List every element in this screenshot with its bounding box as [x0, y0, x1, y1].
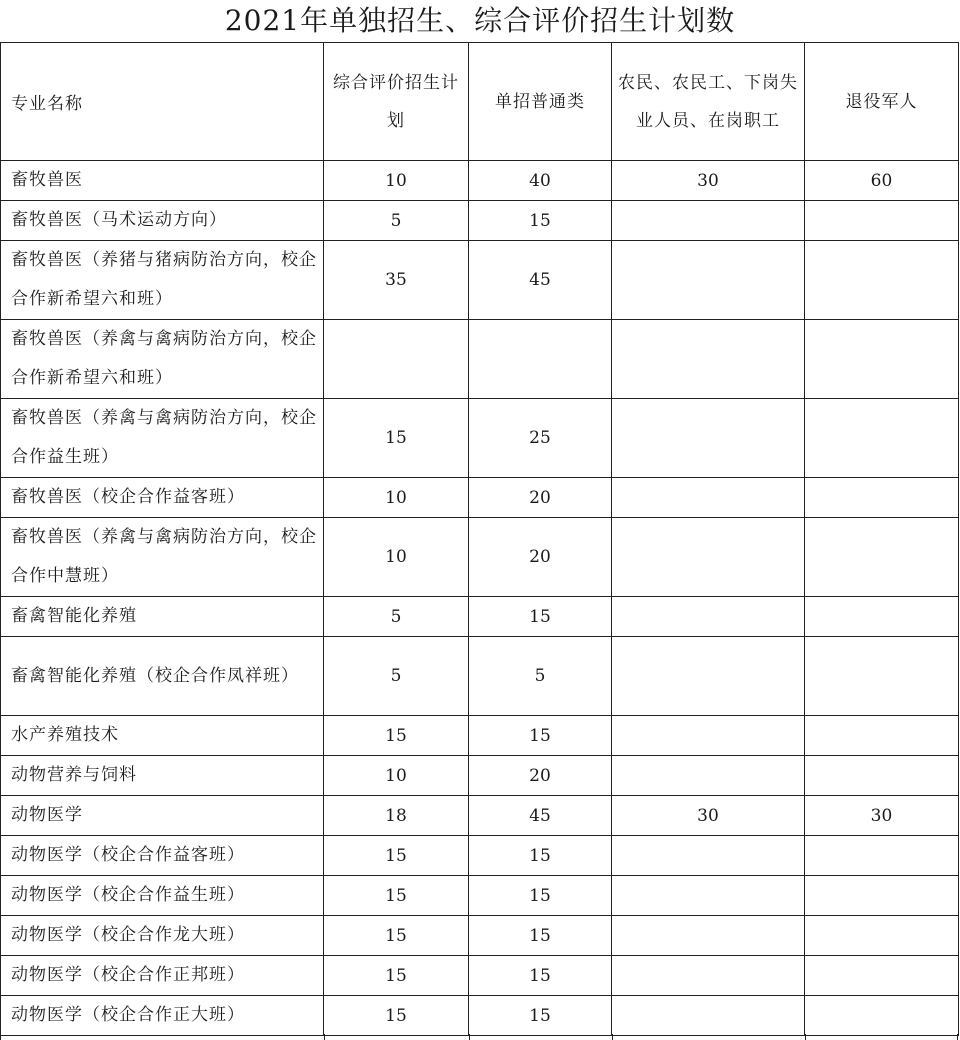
- major-name-cell: 动物医学: [1, 796, 324, 836]
- major-name-cell: 畜牧兽医（校企合作益客班）: [1, 478, 324, 518]
- comprehensive-cell: 18: [324, 796, 469, 836]
- table-row: [1, 996, 959, 1036]
- veterans-cell: [805, 637, 959, 716]
- single-cell: 15: [469, 597, 612, 637]
- page-title: 2021年单独招生、综合评价招生计划数: [224, 4, 736, 37]
- major-name-cell: 动物医学（校企合作龙大班）: [1, 916, 324, 956]
- single-cell: 20: [469, 518, 612, 597]
- major-name-cell: 畜禽智能化养殖（校企合作凤祥班）: [1, 637, 324, 716]
- header-row: [1, 43, 959, 161]
- table-row: [1, 478, 959, 518]
- major-name-cell: 畜禽智能化养殖: [1, 597, 324, 637]
- single-cell: [469, 320, 612, 399]
- table-row: [1, 796, 959, 836]
- veterans-cell: [805, 518, 959, 597]
- column-divider: [805, 1034, 806, 1040]
- single-cell: 15: [469, 996, 612, 1036]
- comprehensive-cell: 15: [324, 399, 469, 478]
- veterans-cell: [805, 241, 959, 320]
- table-row: [1, 201, 959, 241]
- comprehensive-cell: 15: [324, 996, 469, 1036]
- comprehensive-cell: 15: [324, 956, 469, 996]
- single-cell: 25: [469, 399, 612, 478]
- major-name-cell: 畜牧兽医（马术运动方向）: [1, 201, 324, 241]
- comprehensive-cell: 10: [324, 518, 469, 597]
- farmers-cell: [612, 597, 805, 637]
- farmers-cell: [612, 478, 805, 518]
- comprehensive-cell: 15: [324, 876, 469, 916]
- table-row: [1, 716, 959, 756]
- farmers-cell: [612, 956, 805, 996]
- comprehensive-cell: 5: [324, 201, 469, 241]
- single-cell: 15: [469, 836, 612, 876]
- table-row: [1, 876, 959, 916]
- major-name-cell: 畜牧兽医（养禽与禽病防治方向，校企合作新希望六和班）: [1, 320, 324, 399]
- enrollment-plan-table: [0, 42, 959, 1036]
- table-row: [1, 836, 959, 876]
- major-name-cell: 动物医学（校企合作正大班）: [1, 996, 324, 1036]
- veterans-cell: [805, 399, 959, 478]
- single-cell: 5: [469, 637, 612, 716]
- single-cell: 45: [469, 796, 612, 836]
- comprehensive-cell: 35: [324, 241, 469, 320]
- comprehensive-cell: 15: [324, 916, 469, 956]
- table-row: [1, 756, 959, 796]
- table-row: [1, 956, 959, 996]
- veterans-cell: [805, 478, 959, 518]
- farmers-cell: [612, 836, 805, 876]
- veterans-cell: [805, 597, 959, 637]
- veterans-cell: 30: [805, 796, 959, 836]
- single-cell: 15: [469, 956, 612, 996]
- veterans-cell: [805, 756, 959, 796]
- major-name-cell: 动物医学（校企合作益生班）: [1, 876, 324, 916]
- veterans-cell: [805, 996, 959, 1036]
- table-row: [1, 161, 959, 201]
- comprehensive-cell: [324, 320, 469, 399]
- major-name-cell: 动物医学（校企合作正邦班）: [1, 956, 324, 996]
- column-divider: [469, 1034, 470, 1040]
- header-veterans: 退役军人: [805, 43, 959, 161]
- single-cell: 40: [469, 161, 612, 201]
- comprehensive-cell: 5: [324, 597, 469, 637]
- comprehensive-cell: 10: [324, 478, 469, 518]
- major-name-cell: 动物医学（校企合作益客班）: [1, 836, 324, 876]
- single-cell: 15: [469, 876, 612, 916]
- table-row: [1, 320, 959, 399]
- table-row: [1, 399, 959, 478]
- header-farmers-workers: 农民、农民工、下岗失业人员、在岗职工: [612, 43, 805, 161]
- single-cell: 20: [469, 756, 612, 796]
- veterans-cell: [805, 956, 959, 996]
- farmers-cell: [612, 399, 805, 478]
- farmers-cell: 30: [612, 796, 805, 836]
- table-row: [1, 518, 959, 597]
- veterans-cell: [805, 716, 959, 756]
- single-cell: 15: [469, 716, 612, 756]
- column-divider: [957, 1034, 958, 1040]
- farmers-cell: [612, 201, 805, 241]
- comprehensive-cell: 5: [324, 637, 469, 716]
- single-cell: 15: [469, 201, 612, 241]
- veterans-cell: [805, 320, 959, 399]
- major-name-cell: 水产养殖技术: [1, 716, 324, 756]
- single-cell: 20: [469, 478, 612, 518]
- farmers-cell: [612, 916, 805, 956]
- veterans-cell: [805, 201, 959, 241]
- single-cell: 15: [469, 916, 612, 956]
- major-name-cell: 动物营养与饲料: [1, 756, 324, 796]
- farmers-cell: [612, 716, 805, 756]
- column-divider: [612, 1034, 613, 1040]
- farmers-cell: [612, 876, 805, 916]
- comprehensive-cell: 15: [324, 836, 469, 876]
- table-row: [1, 916, 959, 956]
- veterans-cell: [805, 836, 959, 876]
- table-row: [1, 241, 959, 320]
- single-cell: 45: [469, 241, 612, 320]
- farmers-cell: [612, 518, 805, 597]
- farmers-cell: 30: [612, 161, 805, 201]
- header-major-name: 专业名称: [1, 43, 324, 161]
- veterans-cell: [805, 916, 959, 956]
- comprehensive-cell: 10: [324, 161, 469, 201]
- major-name-cell: 畜牧兽医（养禽与禽病防治方向，校企合作益生班）: [1, 399, 324, 478]
- major-name-cell: 畜牧兽医（养禽与禽病防治方向，校企合作中慧班）: [1, 518, 324, 597]
- table-row: [1, 597, 959, 637]
- farmers-cell: [612, 320, 805, 399]
- farmers-cell: [612, 637, 805, 716]
- comprehensive-cell: 10: [324, 756, 469, 796]
- table-row: [1, 637, 959, 716]
- comprehensive-cell: 15: [324, 716, 469, 756]
- header-comprehensive: 综合评价招生计划: [324, 43, 469, 161]
- next-row-border: [0, 1034, 959, 1040]
- farmers-cell: [612, 996, 805, 1036]
- major-name-cell: 畜牧兽医（养猪与猪病防治方向，校企合作新希望六和班）: [1, 241, 324, 320]
- major-name-cell: 畜牧兽医: [1, 161, 324, 201]
- farmers-cell: [612, 241, 805, 320]
- header-single-regular: 单招普通类: [469, 43, 612, 161]
- column-divider: [324, 1034, 325, 1040]
- veterans-cell: 60: [805, 161, 959, 201]
- veterans-cell: [805, 876, 959, 916]
- farmers-cell: [612, 756, 805, 796]
